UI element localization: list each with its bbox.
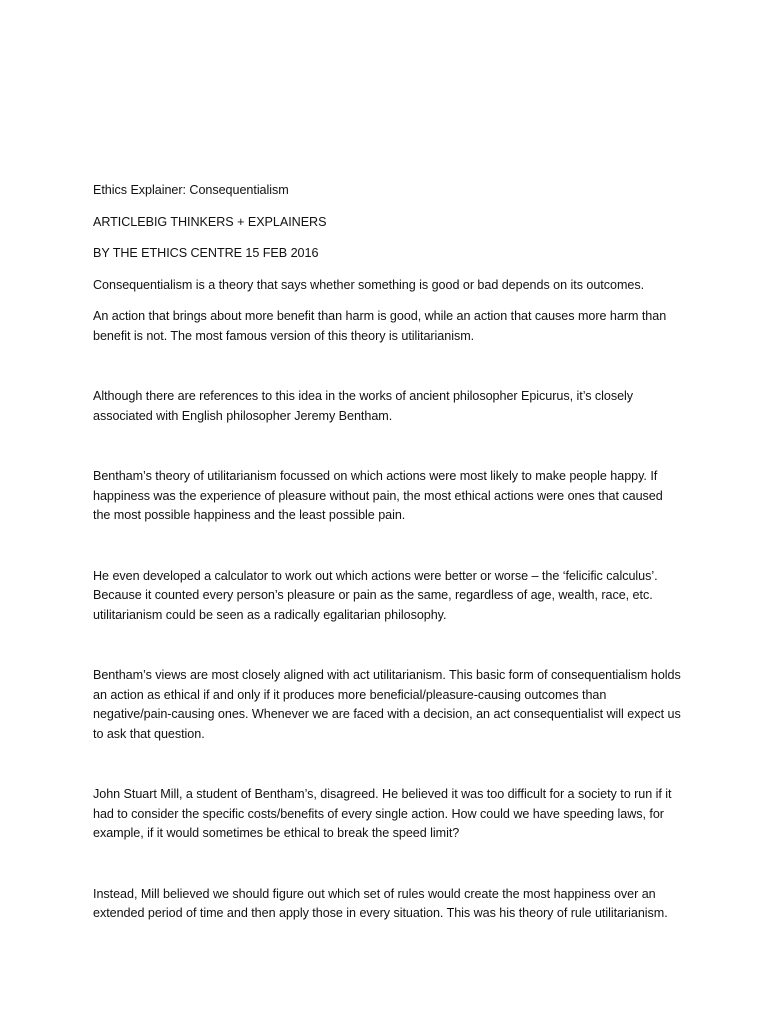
byline: BY THE ETHICS CENTRE 15 FEB 2016 [93,246,319,260]
paragraph: Although there are references to this idea in the works of ancient philosopher Epicurus, it’s closely associated with English philosopher Jeremy Bentham. [93,389,634,423]
paragraph: John Stuart Mill, a student of Bentham’s, disagreed. He believed it was too difficult for a society to run if it had to consider the specific costs/benefits of every single action. How could we have speeding laws, for example, if it would sometimes be ethical to break the speed limit? [93,787,672,840]
category-line: ARTICLEBIG THINKERS + EXPLAINERS [93,214,327,229]
paragraph: Consequentialism is a theory that says whether something is good or bad depends on its outcomes. [93,277,645,292]
paragraph: An action that brings about more benefit than harm is good, while an action that causes more harm than benefit is not. The most famous version of this theory is utilitarianism. [93,309,667,343]
paragraph: Instead, Mill believed we should figure out which set of rules would create the most happiness over an extended period of time and then apply those in every situation. This was his theory of rule utilitarianism. [93,886,668,920]
paragraph: He even developed a calculator to work out which actions were better or worse – the ‘felicific calculus’. Because it counted every person’s pleasure or pain as the same, regardless of age, wealth, race, etc. utilitarianism could be seen as a radically egalitarian philosophy. [93,568,658,622]
paragraph: Bentham’s views are most closely aligned with act utilitarianism. This basic form of consequentialism holds an action as ethical if and only if it produces more beneficial/pleasure-causing outcomes than negative/pain-causing ones. Whenever we are faced with a decision, an act consequentialist will expect us to ask that question. [93,668,681,741]
paragraph: Bentham’s theory of utilitarianism focussed on which actions were most likely to make people happy. If happiness was the experience of pleasure without pain, the most ethical actions were ones that caused the most possible happiness and the least possible pain. [93,469,663,522]
document-title: Ethics Explainer: Consequentialism [93,183,289,197]
document-body [93,181,683,924]
